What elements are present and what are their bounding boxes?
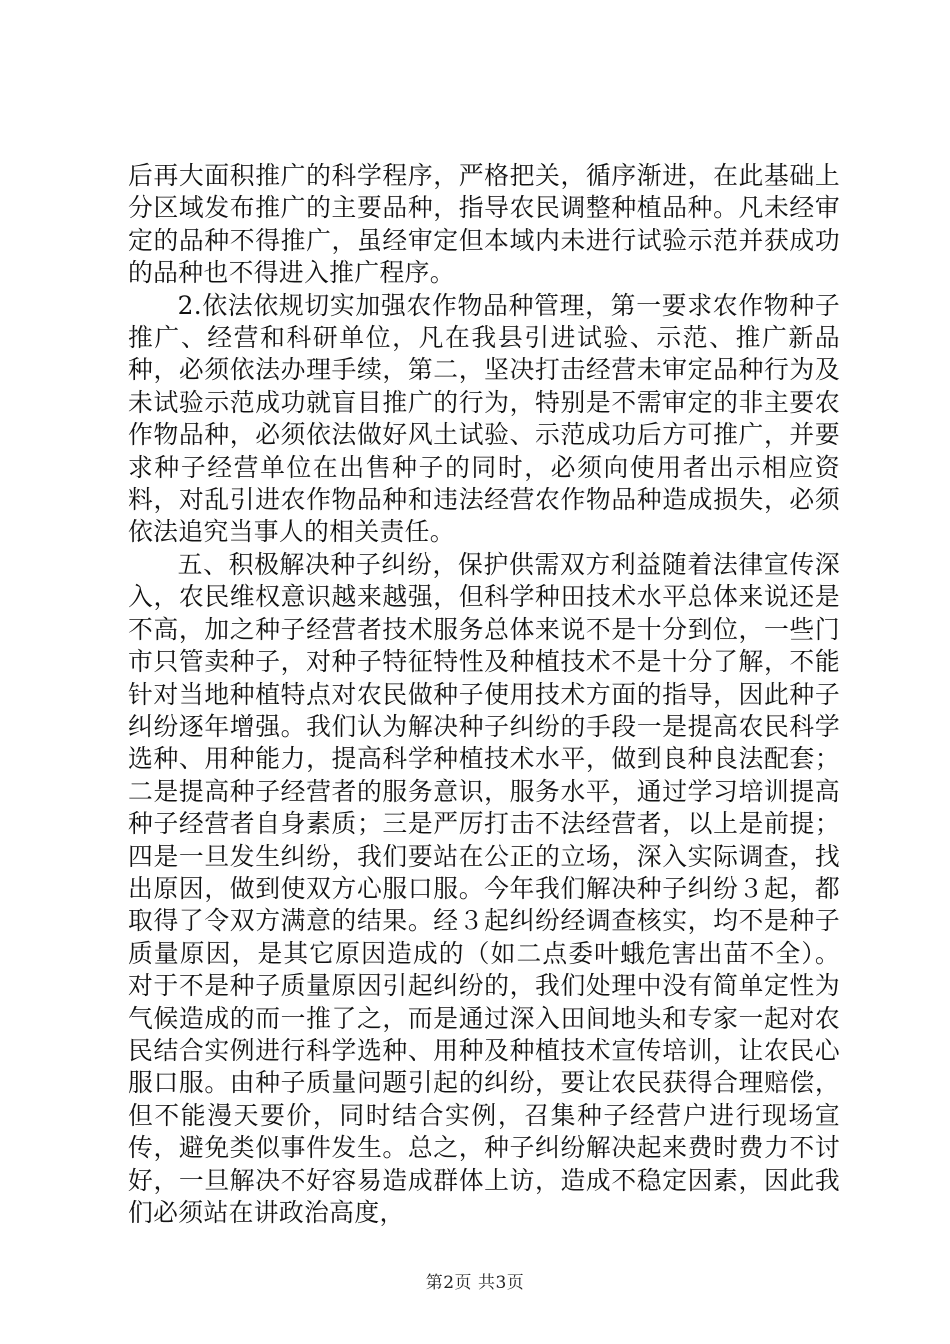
paragraph-3: 五、积极解决种子纠纷，保护供需双方利益随着法律宣传深入，农民维权意识越来越强，但科学种田技术水平总体来说还是不高，加之种子经营者技术服务总体来说不是十分到位，一些门市只管卖种子，对种子特征特性及种植技术不是十分了解，不能针对当地种植特点对农民做种子使用技术方面的指导，因此种子纠纷逐年增强。我们认为解决种子纠纷的手段一是提高农民科学选种、用种能力，提高科学种植技术水平，做到良种良法配套；二是提高种子经营者的服务意识，服务水平，通过学习培训提高种子经营者自身素质；三是严厉打击不法经营者，以上是前提；四是一旦发生纠纷，我们要站在公正的立场，深入实际调查，找出原因，做到使双方心服口服。今年我们解决种子纠纷３起，都取得了令双方满意的结果。经３起纠纷经调查核实，均不是种子质量原因，是其它原因造成的（如二点委叶蛾危害出苗不全）。对于不是种子质量原因引起纠纷的，我们处理中没有简单定性为气候造成的而一推了之，而是通过深入田间地头和专家一起对农民结合实例进行科学选种、用种及种植技术宣传培训，让农民心服口服。由种子质量问题引起的纠纷，要让农民获得合理赔偿，但不能漫天要价，同时结合实例，召集种子经营户进行现场宣传，避免类似事件发生。总之，种子纠纷解决起来费时费力不讨好，一旦解决不好容易造成群体上访，造成不稳定因素，因此我们必须站在讲政治高度，: [128, 549, 840, 1227]
document-body: [128, 160, 840, 1229]
paragraph-2: 2.依法依规切实加强农作物品种管理，第一要求农作物种子推广、经营和科研单位，凡在我县引进试验、示范、推广新品种，必须依法办理手续，第二，坚决打击经营未审定品种行为及未试验示范成功就盲目推广的行为，特别是不需审定的非主要农作物品种，必须依法做好风土试验、示范成功后方可推广，并要求种子经营单位在出售种子的同时，必须向使用者出示相应资料，对乱引进农作物品种和违法经营农作物品种造成损失，必须依法追究当事人的相关责任。: [128, 290, 840, 547]
page-footer: 第2页 共3页: [425, 1273, 525, 1293]
paragraph-1: 后再大面积推广的科学程序，严格把关，循序渐进，在此基础上分区域发布推广的主要品种，指导农民调整种植品种。凡未经审定的品种不得推广，虽经审定但本域内未进行试验示范并获成功的品种也不得进入推广程序。: [128, 161, 840, 288]
